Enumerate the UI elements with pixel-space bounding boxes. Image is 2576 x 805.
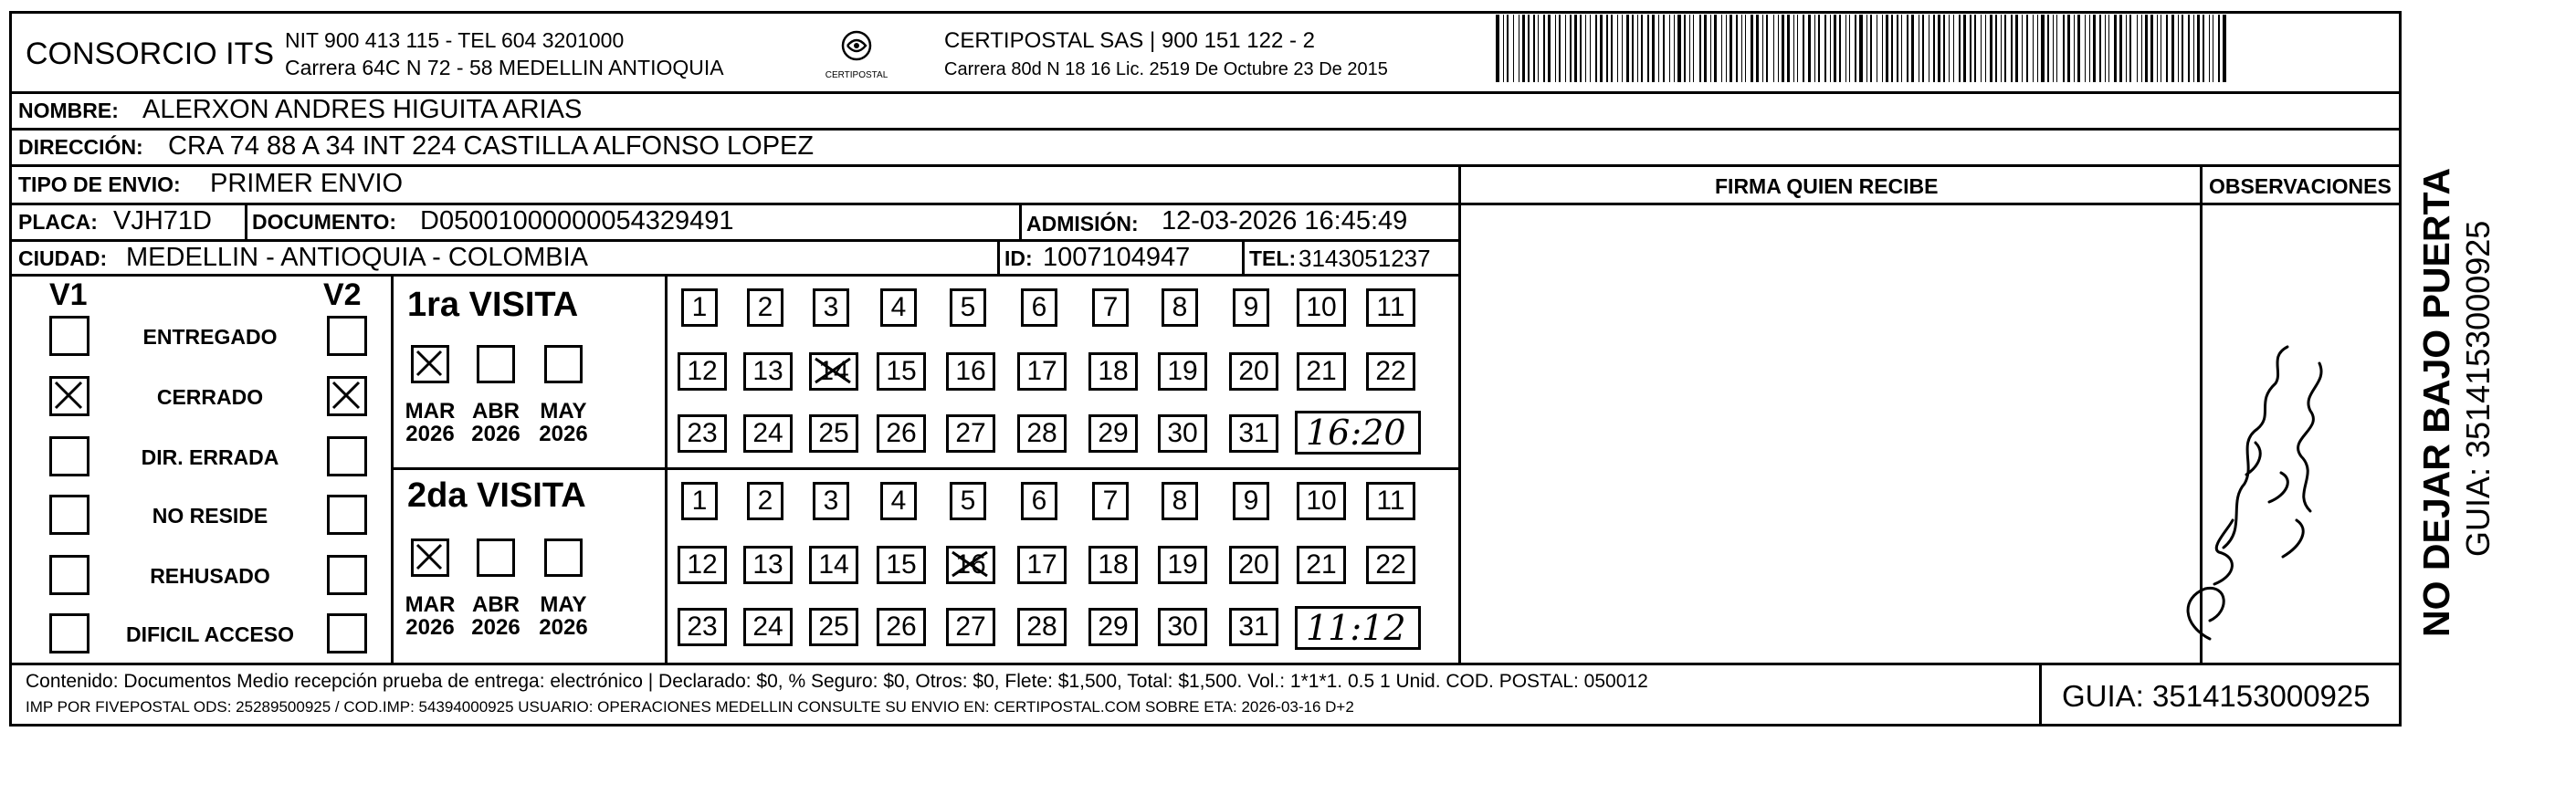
month-name: ABR — [472, 592, 520, 617]
recipient-tel: 3143051237 — [1299, 245, 1431, 272]
barcode-bar — [1985, 15, 1986, 82]
barcode-bar — [1595, 15, 1597, 82]
barcode-bar — [1600, 15, 1603, 82]
v2-label: V2 — [323, 277, 362, 312]
barcode-bar — [2129, 15, 2131, 82]
day-box-5[interactable]: 5 — [950, 288, 986, 327]
month-name: MAY — [540, 399, 587, 423]
v1-checkbox[interactable] — [49, 613, 89, 653]
day-box-26[interactable]: 26 — [877, 608, 926, 646]
day-box-23[interactable]: 23 — [678, 608, 727, 646]
city: MEDELLIN - ANTIOQUIA - COLOMBIA — [126, 243, 588, 272]
barcode-bar — [1970, 15, 1971, 82]
barcode-bar — [2047, 15, 2049, 82]
barcode-bar — [2056, 15, 2057, 82]
status-option-label: CERRADO — [156, 385, 264, 409]
barcode-bar — [2193, 15, 2194, 82]
day-box-16[interactable]: 16 — [946, 352, 995, 391]
barcode-bar — [1859, 15, 1863, 82]
carrier-license: Carrera 80d N 18 16 Lic. 2519 De Octubre 23 De 2015 — [944, 59, 1388, 79]
sender-company: CONSORCIO ITS — [26, 37, 275, 71]
barcode-bar — [1766, 15, 1768, 82]
barcode-bar — [1938, 15, 1940, 82]
barcode-bar — [2089, 15, 2090, 82]
month-year: 2026 — [405, 615, 455, 641]
barcode-bar — [1559, 15, 1561, 82]
v1-checkbox[interactable] — [49, 316, 89, 356]
barcode-bar — [1699, 15, 1701, 82]
recipient-signature — [2173, 256, 2356, 657]
barcode-bar — [1693, 15, 1694, 82]
day-box-13[interactable]: 13 — [743, 546, 793, 584]
barcode-bar — [2063, 15, 2065, 82]
barcode-bar — [1845, 15, 1846, 82]
month-year: 2026 — [471, 422, 520, 447]
barcode-bar — [1543, 15, 1545, 82]
v2-checkbox[interactable] — [327, 613, 367, 653]
city-label: CIUDAD: — [18, 246, 108, 270]
barcode-bar — [2105, 15, 2106, 82]
day-box-27[interactable]: 27 — [946, 414, 995, 453]
barcode-bar — [2114, 15, 2117, 82]
status-option-label: ENTREGADO — [142, 325, 278, 349]
barcode-bar — [1762, 15, 1763, 82]
barcode-bar — [2093, 15, 2096, 82]
document-label: DOCUMENTO: — [252, 210, 397, 234]
barcode-bar — [1736, 15, 1738, 82]
v2-checkbox[interactable] — [327, 555, 367, 595]
address-label: DIRECCIÓN: — [18, 135, 143, 159]
visit2-handwritten-time: 11:12 — [1306, 608, 1406, 648]
barcode-bar — [2223, 15, 2226, 82]
month-year: 2026 — [471, 615, 520, 641]
barcode-bar — [1714, 15, 1717, 82]
barcode-bar — [1684, 15, 1686, 82]
day-box-27[interactable]: 27 — [946, 608, 995, 646]
month-label — [468, 593, 523, 639]
barcode-bar — [2119, 15, 2122, 82]
barcode-bar — [2015, 15, 2018, 82]
v1-checkbox[interactable] — [49, 376, 89, 416]
barcode-bar — [1834, 15, 1836, 82]
month-label — [536, 593, 591, 639]
day-box-25[interactable]: 25 — [809, 414, 858, 453]
barcode-bar — [1897, 15, 1898, 82]
barcode-bar — [1974, 15, 1976, 82]
day-box-16[interactable]: 16 — [946, 546, 995, 584]
barcode-bar — [1751, 15, 1753, 82]
month-checkbox[interactable] — [544, 345, 583, 383]
carrier-name: CERTIPOSTAL SAS | 900 151 122 - 2 — [944, 28, 1315, 53]
barcode-bar — [1990, 15, 1992, 82]
month-checkbox[interactable] — [411, 538, 449, 577]
v2-checkbox[interactable] — [327, 376, 367, 416]
sender-nit: NIT 900 413 115 - TEL 604 3201000 — [285, 28, 625, 52]
day-box-19[interactable]: 19 — [1158, 546, 1207, 584]
barcode-bar — [1574, 15, 1577, 82]
month-label — [536, 400, 591, 445]
barcode-bar — [1808, 15, 1811, 82]
month-year: 2026 — [405, 422, 455, 447]
barcode-bar — [1606, 15, 1608, 82]
barcode-bar — [1622, 15, 1623, 82]
day-box-29[interactable]: 29 — [1088, 608, 1138, 646]
observations-header: OBSERVACIONES — [2209, 174, 2392, 198]
side-guia: GUIA: 3514153000925 — [2459, 220, 2497, 557]
barcode-bar — [2001, 15, 2002, 82]
v2-checkbox[interactable] — [327, 495, 367, 535]
barcode-bar — [1793, 15, 1794, 82]
barcode-bar — [1911, 15, 1914, 82]
barcode-bar — [1669, 15, 1670, 82]
barcode-bar — [1658, 15, 1659, 82]
barcode-bar — [1870, 15, 1872, 82]
month-year: 2026 — [539, 615, 588, 641]
barcode-bar — [1580, 15, 1582, 82]
barcode-bar — [2033, 15, 2034, 82]
barcode-bar — [1891, 15, 1893, 82]
sender-address: Carrera 64C N 72 - 58 MEDELLIN ANTIOQUIA — [285, 56, 724, 79]
barcode-bar — [1677, 15, 1681, 82]
day-box-17[interactable]: 17 — [1017, 546, 1067, 584]
barcode-bar — [1849, 15, 1850, 82]
barcode-bar — [1797, 15, 1798, 82]
day-box-25[interactable]: 25 — [809, 608, 858, 646]
visit2-title: 2da VISITA — [407, 476, 586, 515]
barcode-bar — [2171, 15, 2174, 82]
month-name: MAR — [405, 399, 456, 423]
barcode-bar — [2178, 15, 2179, 82]
day-box-24[interactable]: 24 — [743, 414, 793, 453]
day-box-20[interactable]: 20 — [1229, 352, 1278, 391]
barcode-bar — [2182, 15, 2183, 82]
day-box-4[interactable]: 4 — [880, 482, 917, 520]
status-option-label: DIFICIL ACCESO — [125, 622, 294, 646]
barcode-bar — [2188, 15, 2190, 82]
status-option-label: NO RESIDE — [152, 504, 268, 528]
barcode-bar — [1674, 15, 1675, 82]
barcode-bar — [1787, 15, 1790, 82]
recipient-name: ALERXON ANDRES HIGUITA ARIAS — [142, 95, 583, 124]
recipient-address: CRA 74 88 A 34 INT 224 CASTILLA ALFONSO LOPEZ — [168, 131, 815, 161]
barcode-bar — [1745, 15, 1746, 82]
admission-date: 12-03-2026 16:45:49 — [1162, 206, 1408, 235]
send-type-label: TIPO DE ENVIO: — [18, 172, 181, 196]
barcode-bar — [1922, 15, 1924, 82]
barcode-bar — [2137, 15, 2138, 82]
barcode-bar — [2041, 15, 2045, 82]
barcode-bar — [2022, 15, 2023, 82]
tel-label: TEL: — [1249, 246, 1297, 270]
barcode-bar — [1565, 15, 1566, 82]
v2-checkbox[interactable] — [327, 436, 367, 476]
barcode — [1496, 15, 2230, 82]
barcode-bar — [2209, 15, 2210, 82]
barcode-bar — [2053, 15, 2054, 82]
barcode-bar — [2074, 15, 2075, 82]
barcode-bar — [2203, 15, 2204, 82]
month-name: MAR — [405, 592, 456, 617]
visit1-title: 1ra VISITA — [407, 286, 579, 324]
barcode-bar — [1617, 15, 1618, 82]
barcode-bar — [1949, 15, 1950, 82]
day-box-30[interactable]: 30 — [1158, 608, 1207, 646]
day-box-18[interactable]: 18 — [1088, 352, 1138, 391]
barcode-bar — [2197, 15, 2200, 82]
signature-header: FIRMA QUIEN RECIBE — [1715, 174, 1939, 198]
day-box-8[interactable]: 8 — [1162, 482, 1198, 520]
day-box-13[interactable]: 13 — [743, 352, 793, 391]
day-box-21[interactable]: 21 — [1297, 352, 1346, 391]
plate: VJH71D — [113, 206, 212, 235]
month-checkbox[interactable] — [544, 538, 583, 577]
month-label — [468, 400, 523, 445]
day-box-7[interactable]: 7 — [1092, 288, 1129, 327]
day-box-1[interactable]: 1 — [681, 482, 718, 520]
barcode-bar — [1663, 15, 1665, 82]
day-box-17[interactable]: 17 — [1017, 352, 1067, 391]
barcode-bar — [1496, 15, 1499, 82]
barcode-bar — [1570, 15, 1572, 82]
month-checkbox[interactable] — [411, 345, 449, 383]
day-box-6[interactable]: 6 — [1021, 288, 1057, 327]
barcode-bar — [1782, 15, 1784, 82]
certipostal-logo — [815, 27, 899, 82]
day-box-10[interactable]: 10 — [1297, 288, 1346, 327]
barcode-bar — [2004, 15, 2006, 82]
day-box-23[interactable]: 23 — [678, 414, 727, 453]
barcode-bar — [1503, 15, 1504, 82]
day-box-28[interactable]: 28 — [1017, 608, 1067, 646]
no-under-door-warning: NO DEJAR BAJO PUERTA — [2415, 167, 2457, 637]
barcode-bar — [1548, 15, 1551, 82]
day-box-12[interactable]: 12 — [678, 352, 727, 391]
day-box-29[interactable]: 29 — [1088, 414, 1138, 453]
barcode-bar — [1652, 15, 1655, 82]
barcode-bar — [1855, 15, 1856, 82]
day-box-14[interactable]: 14 — [809, 352, 858, 391]
barcode-bar — [1726, 15, 1727, 82]
barcode-bar — [1814, 15, 1815, 82]
day-box-4[interactable]: 4 — [880, 288, 917, 327]
v1-checkbox[interactable] — [49, 555, 89, 595]
day-box-2[interactable]: 2 — [747, 288, 783, 327]
day-box-11[interactable]: 11 — [1366, 288, 1415, 327]
day-box-26[interactable]: 26 — [877, 414, 926, 453]
barcode-bar — [2157, 15, 2158, 82]
status-option-label: DIR. ERRADA — [141, 445, 279, 469]
month-label — [403, 593, 457, 639]
status-option-label: REHUSADO — [150, 564, 270, 588]
barcode-bar — [1866, 15, 1867, 82]
barcode-bar — [1641, 15, 1643, 82]
barcode-bar — [1803, 15, 1804, 82]
day-box-8[interactable]: 8 — [1162, 288, 1198, 327]
barcode-bar — [1585, 15, 1586, 82]
barcode-bar — [1959, 15, 1961, 82]
barcode-bar — [1611, 15, 1613, 82]
plate-label: PLACA: — [18, 210, 98, 234]
day-box-31[interactable]: 31 — [1229, 608, 1278, 646]
barcode-bar — [1538, 15, 1539, 82]
month-name: MAY — [540, 592, 587, 617]
day-box-18[interactable]: 18 — [1088, 546, 1138, 584]
day-box-9[interactable]: 9 — [1233, 482, 1269, 520]
day-box-20[interactable]: 20 — [1229, 546, 1278, 584]
v1-checkbox[interactable] — [49, 495, 89, 535]
barcode-bar — [2150, 15, 2153, 82]
recipient-id: 1007104947 — [1043, 243, 1191, 272]
barcode-bar — [1778, 15, 1779, 82]
day-box-3[interactable]: 3 — [813, 482, 849, 520]
name-label: NOMBRE: — [18, 99, 119, 122]
barcode-bar — [1756, 15, 1759, 82]
barcode-bar — [1689, 15, 1690, 82]
barcode-bar — [1824, 15, 1826, 82]
barcode-bar — [1533, 15, 1535, 82]
barcode-bar — [1886, 15, 1888, 82]
day-box-12[interactable]: 12 — [678, 546, 727, 584]
barcode-bar — [1632, 15, 1634, 82]
day-box-9[interactable]: 9 — [1233, 288, 1269, 327]
barcode-bar — [2145, 15, 2148, 82]
day-box-11[interactable]: 11 — [1366, 482, 1415, 520]
imp-details: IMP POR FIVEPOSTAL ODS: 25289500925 / COD.IMP: 54394000925 USUARIO: OPERACIONES MEDELLIN CONSULTE SU ENVIO EN: CERTIPOSTAL.COM SOBRE ETA: 2026-03-16 D+2 — [26, 698, 1354, 716]
day-box-6[interactable]: 6 — [1021, 482, 1057, 520]
footer-guia: GUIA: 3514153000925 — [2062, 679, 2371, 713]
barcode-bar — [1626, 15, 1629, 82]
barcode-bar — [1507, 15, 1509, 82]
barcode-bar — [2026, 15, 2028, 82]
barcode-bar — [2037, 15, 2038, 82]
v2-checkbox[interactable] — [327, 316, 367, 356]
day-box-14[interactable]: 14 — [809, 546, 858, 584]
barcode-bar — [1839, 15, 1841, 82]
barcode-bar — [1590, 15, 1591, 82]
day-box-24[interactable]: 24 — [743, 608, 793, 646]
barcode-bar — [1555, 15, 1556, 82]
barcode-bar — [2218, 15, 2220, 82]
barcode-bar — [2099, 15, 2101, 82]
day-box-22[interactable]: 22 — [1366, 352, 1415, 391]
barcode-bar — [2126, 15, 2127, 82]
month-checkbox[interactable] — [477, 538, 515, 577]
barcode-bar — [1704, 15, 1707, 82]
barcode-bar — [1730, 15, 1732, 82]
barcode-bar — [1907, 15, 1908, 82]
day-box-3[interactable]: 3 — [813, 288, 849, 327]
barcode-bar — [1963, 15, 1966, 82]
barcode-bar — [1830, 15, 1831, 82]
day-box-7[interactable]: 7 — [1092, 482, 1129, 520]
day-box-21[interactable]: 21 — [1297, 546, 1346, 584]
svg-text:CERTIPOSTAL: CERTIPOSTAL — [825, 70, 888, 80]
day-box-31[interactable]: 31 — [1229, 414, 1278, 453]
barcode-bar — [1953, 15, 1954, 82]
day-box-2[interactable]: 2 — [747, 482, 783, 520]
barcode-bar — [2085, 15, 2086, 82]
barcode-bar — [1995, 15, 1997, 82]
barcode-bar — [1522, 15, 1525, 82]
barcode-bar — [2141, 15, 2142, 82]
barcode-bar — [1513, 15, 1514, 82]
day-box-15[interactable]: 15 — [877, 546, 926, 584]
barcode-bar — [1710, 15, 1711, 82]
barcode-bar — [1741, 15, 1742, 82]
barcode-bar — [1882, 15, 1883, 82]
barcode-bar — [1637, 15, 1638, 82]
day-box-1[interactable]: 1 — [681, 288, 718, 327]
barcode-bar — [1933, 15, 1935, 82]
month-label — [403, 400, 457, 445]
barcode-bar — [2108, 15, 2109, 82]
v1-label: V1 — [49, 277, 88, 312]
barcode-bar — [1528, 15, 1530, 82]
document-number: D05001000000054329491 — [420, 206, 734, 235]
day-box-30[interactable]: 30 — [1158, 414, 1207, 453]
visit1-handwritten-time: 16:20 — [1306, 413, 1406, 453]
send-type: PRIMER ENVIO — [210, 169, 404, 198]
barcode-bar — [2077, 15, 2080, 82]
barcode-bar — [1818, 15, 1820, 82]
day-box-28[interactable]: 28 — [1017, 414, 1067, 453]
day-box-15[interactable]: 15 — [877, 352, 926, 391]
barcode-bar — [1981, 15, 1982, 82]
day-box-10[interactable]: 10 — [1297, 482, 1346, 520]
barcode-bar — [1901, 15, 1902, 82]
month-checkbox[interactable] — [477, 345, 515, 383]
admission-label: ADMISIÓN: — [1026, 212, 1139, 235]
month-name: ABR — [472, 399, 520, 423]
barcode-bar — [2166, 15, 2168, 82]
day-box-5[interactable]: 5 — [950, 482, 986, 520]
v1-checkbox[interactable] — [49, 436, 89, 476]
day-box-19[interactable]: 19 — [1158, 352, 1207, 391]
barcode-bar — [1773, 15, 1774, 82]
barcode-bar — [1721, 15, 1722, 82]
barcode-bar — [1943, 15, 1945, 82]
barcode-bar — [2067, 15, 2070, 82]
content-details: Contenido: Documentos Medio recepción prueba de entrega: electrónico | Declarado: $0, % Seguro: $0, Otros: $0, Flete: $1,500, Total: $1,500. Vol.: 1*1*1. 0.5 1 Unid. COD. POSTAL: 050012 — [26, 671, 1648, 692]
barcode-bar — [2011, 15, 2013, 82]
id-label: ID: — [1004, 246, 1033, 270]
month-year: 2026 — [539, 422, 588, 447]
day-box-22[interactable]: 22 — [1366, 546, 1415, 584]
barcode-bar — [1647, 15, 1649, 82]
